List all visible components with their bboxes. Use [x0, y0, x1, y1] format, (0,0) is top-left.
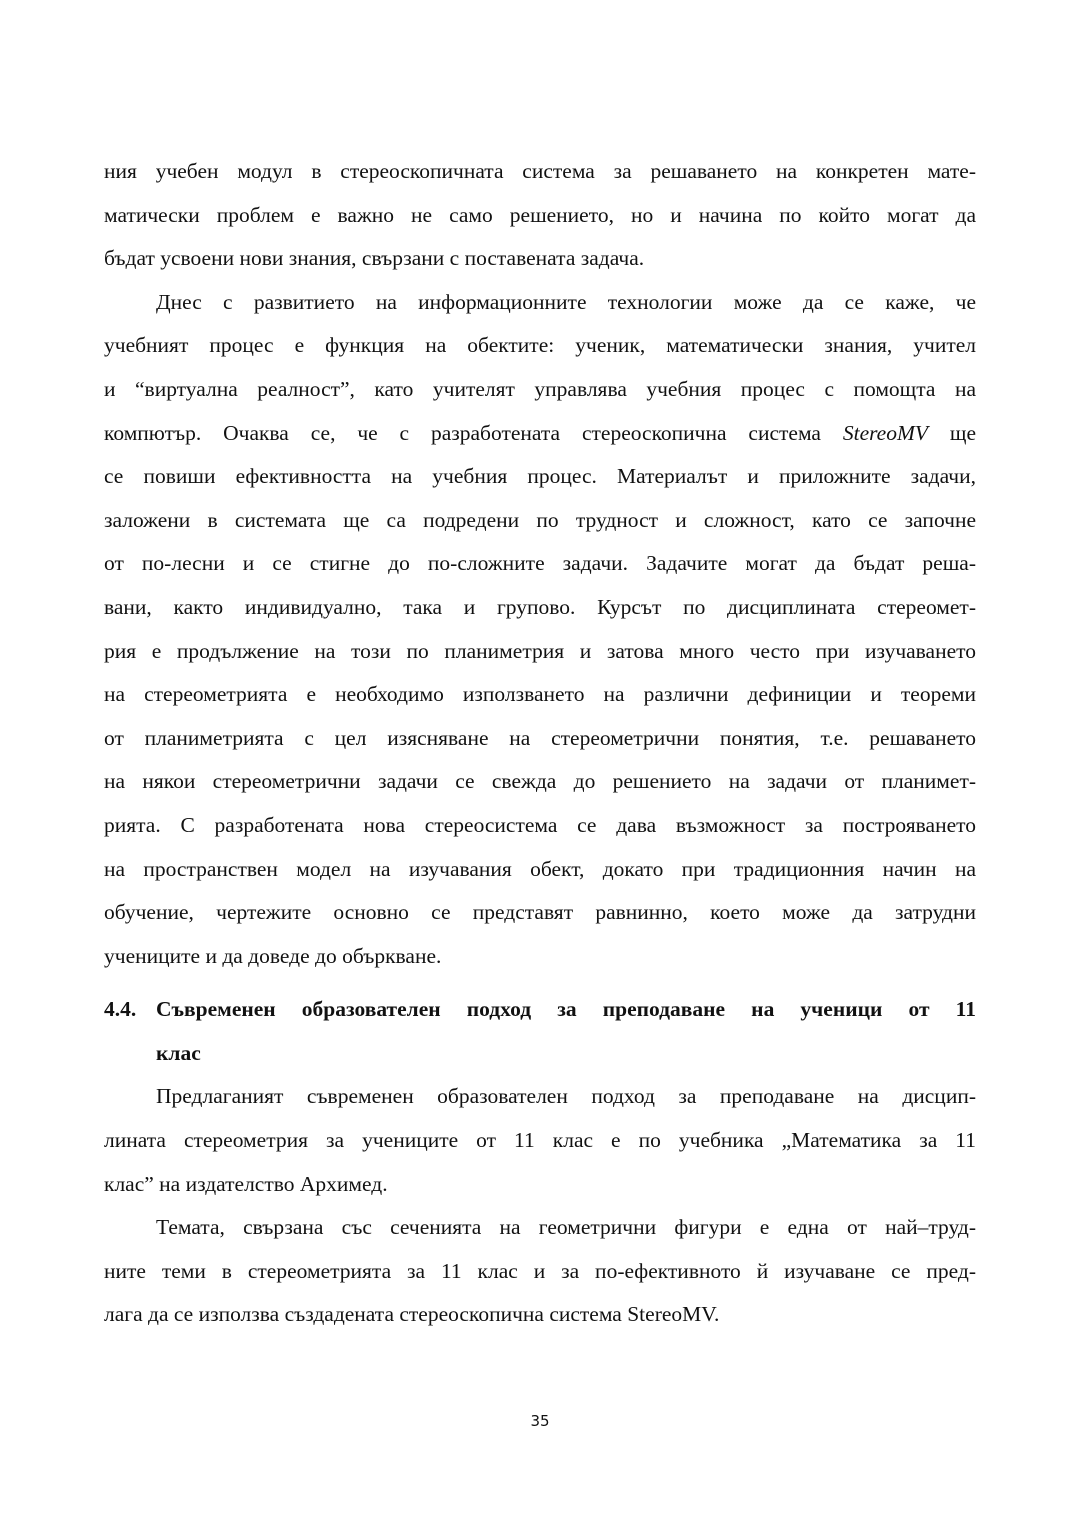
text-line-with-italic: компютър. Очаква се, че с разработената стереоскопична система StereoMV ще — [104, 420, 976, 445]
document-page-body — [104, 150, 976, 1337]
text-line: Предлаганият съвременен образователен подход за преподаване на дисцип- — [156, 1084, 976, 1109]
paragraph-approach — [104, 1075, 976, 1206]
text-line: вани, както индивидуално, така и групово. Курсът по дисциплината стереомет- — [104, 594, 976, 619]
section-title-line: клас — [156, 1040, 201, 1065]
text-line: клас” на издателство Архимед. — [104, 1171, 388, 1196]
text-line: на някои стереометрични задачи се свежда до решението на задачи от планимет- — [104, 769, 976, 794]
text-line: обучение, чертежите основно се представят равнинно, което може да затрудни — [104, 900, 976, 925]
text-line: учебният процес е функция на обектите: ученик, математически знания, учител — [104, 333, 976, 358]
text-line: учениците и да доведе до объркване. — [104, 943, 442, 968]
text-line: заложени в системата ще са подредени по трудност и сложност, като се започне — [104, 507, 976, 532]
text-line: ните теми в стереометрията за 11 клас и за по-ефективното й изучаване се пред- — [104, 1258, 976, 1283]
text-line: Днес с развитието на информационните технологии може да се каже, че — [156, 289, 976, 314]
text-line: ния учебен модул в стереоскопичната система за решаването на конкретен мате- — [104, 159, 976, 183]
paragraph-continued — [104, 150, 976, 281]
section-title-line: Съвременен образователен подход за преподаване на ученици от 11 — [156, 997, 976, 1022]
section-title — [156, 988, 976, 1075]
text-line: се повиши ефективността на учебния процес. Материалът и приложните задачи, — [104, 464, 976, 489]
text-line: на стереометрията е необходимо използването на различни дефиниции и теореми — [104, 682, 976, 707]
section-number: 4.4. — [104, 997, 137, 1022]
system-name-italic: StereoMV — [842, 420, 929, 445]
page-number: 35 — [530, 1412, 550, 1430]
text-line: матически проблем е важно не само решението, но и начина по който могат да — [104, 202, 976, 227]
text-line: рията. С разработената нова стереосистема се дава възможност за построяването — [104, 812, 976, 837]
paragraph-topic — [104, 1206, 976, 1337]
text-line: рия е продължение на този по планиметрия и затова много често при изучаването — [104, 638, 976, 663]
text-line: и “виртуална реалност”, като учителят управлява учебния процес с помощта на — [104, 376, 976, 401]
text-line: от по-лесни и се стигне до по-сложните задачи. Задачите могат да бъдат реша- — [104, 551, 976, 576]
text-line: Темата, свързана със сеченията на геометрични фигури е една от най–труд- — [156, 1215, 976, 1240]
text-line: на пространствен модел на изучавания обект, докато при традиционния начин на — [104, 856, 976, 881]
text-line: от планиметрията с цел изясняване на стереометрични понятия, т.е. решаването — [104, 725, 976, 750]
text-line: бъдат усвоени нови знания, свързани с поставената задача. — [104, 246, 645, 271]
text-line: лага да се използва създадената стереоскопична система StereoMV. — [104, 1302, 720, 1327]
section-heading — [104, 988, 976, 1075]
text-line: лината стереометрия за учениците от 11 клас е по учебника „Математика за 11 — [104, 1128, 976, 1153]
paragraph-it-process — [104, 281, 976, 979]
